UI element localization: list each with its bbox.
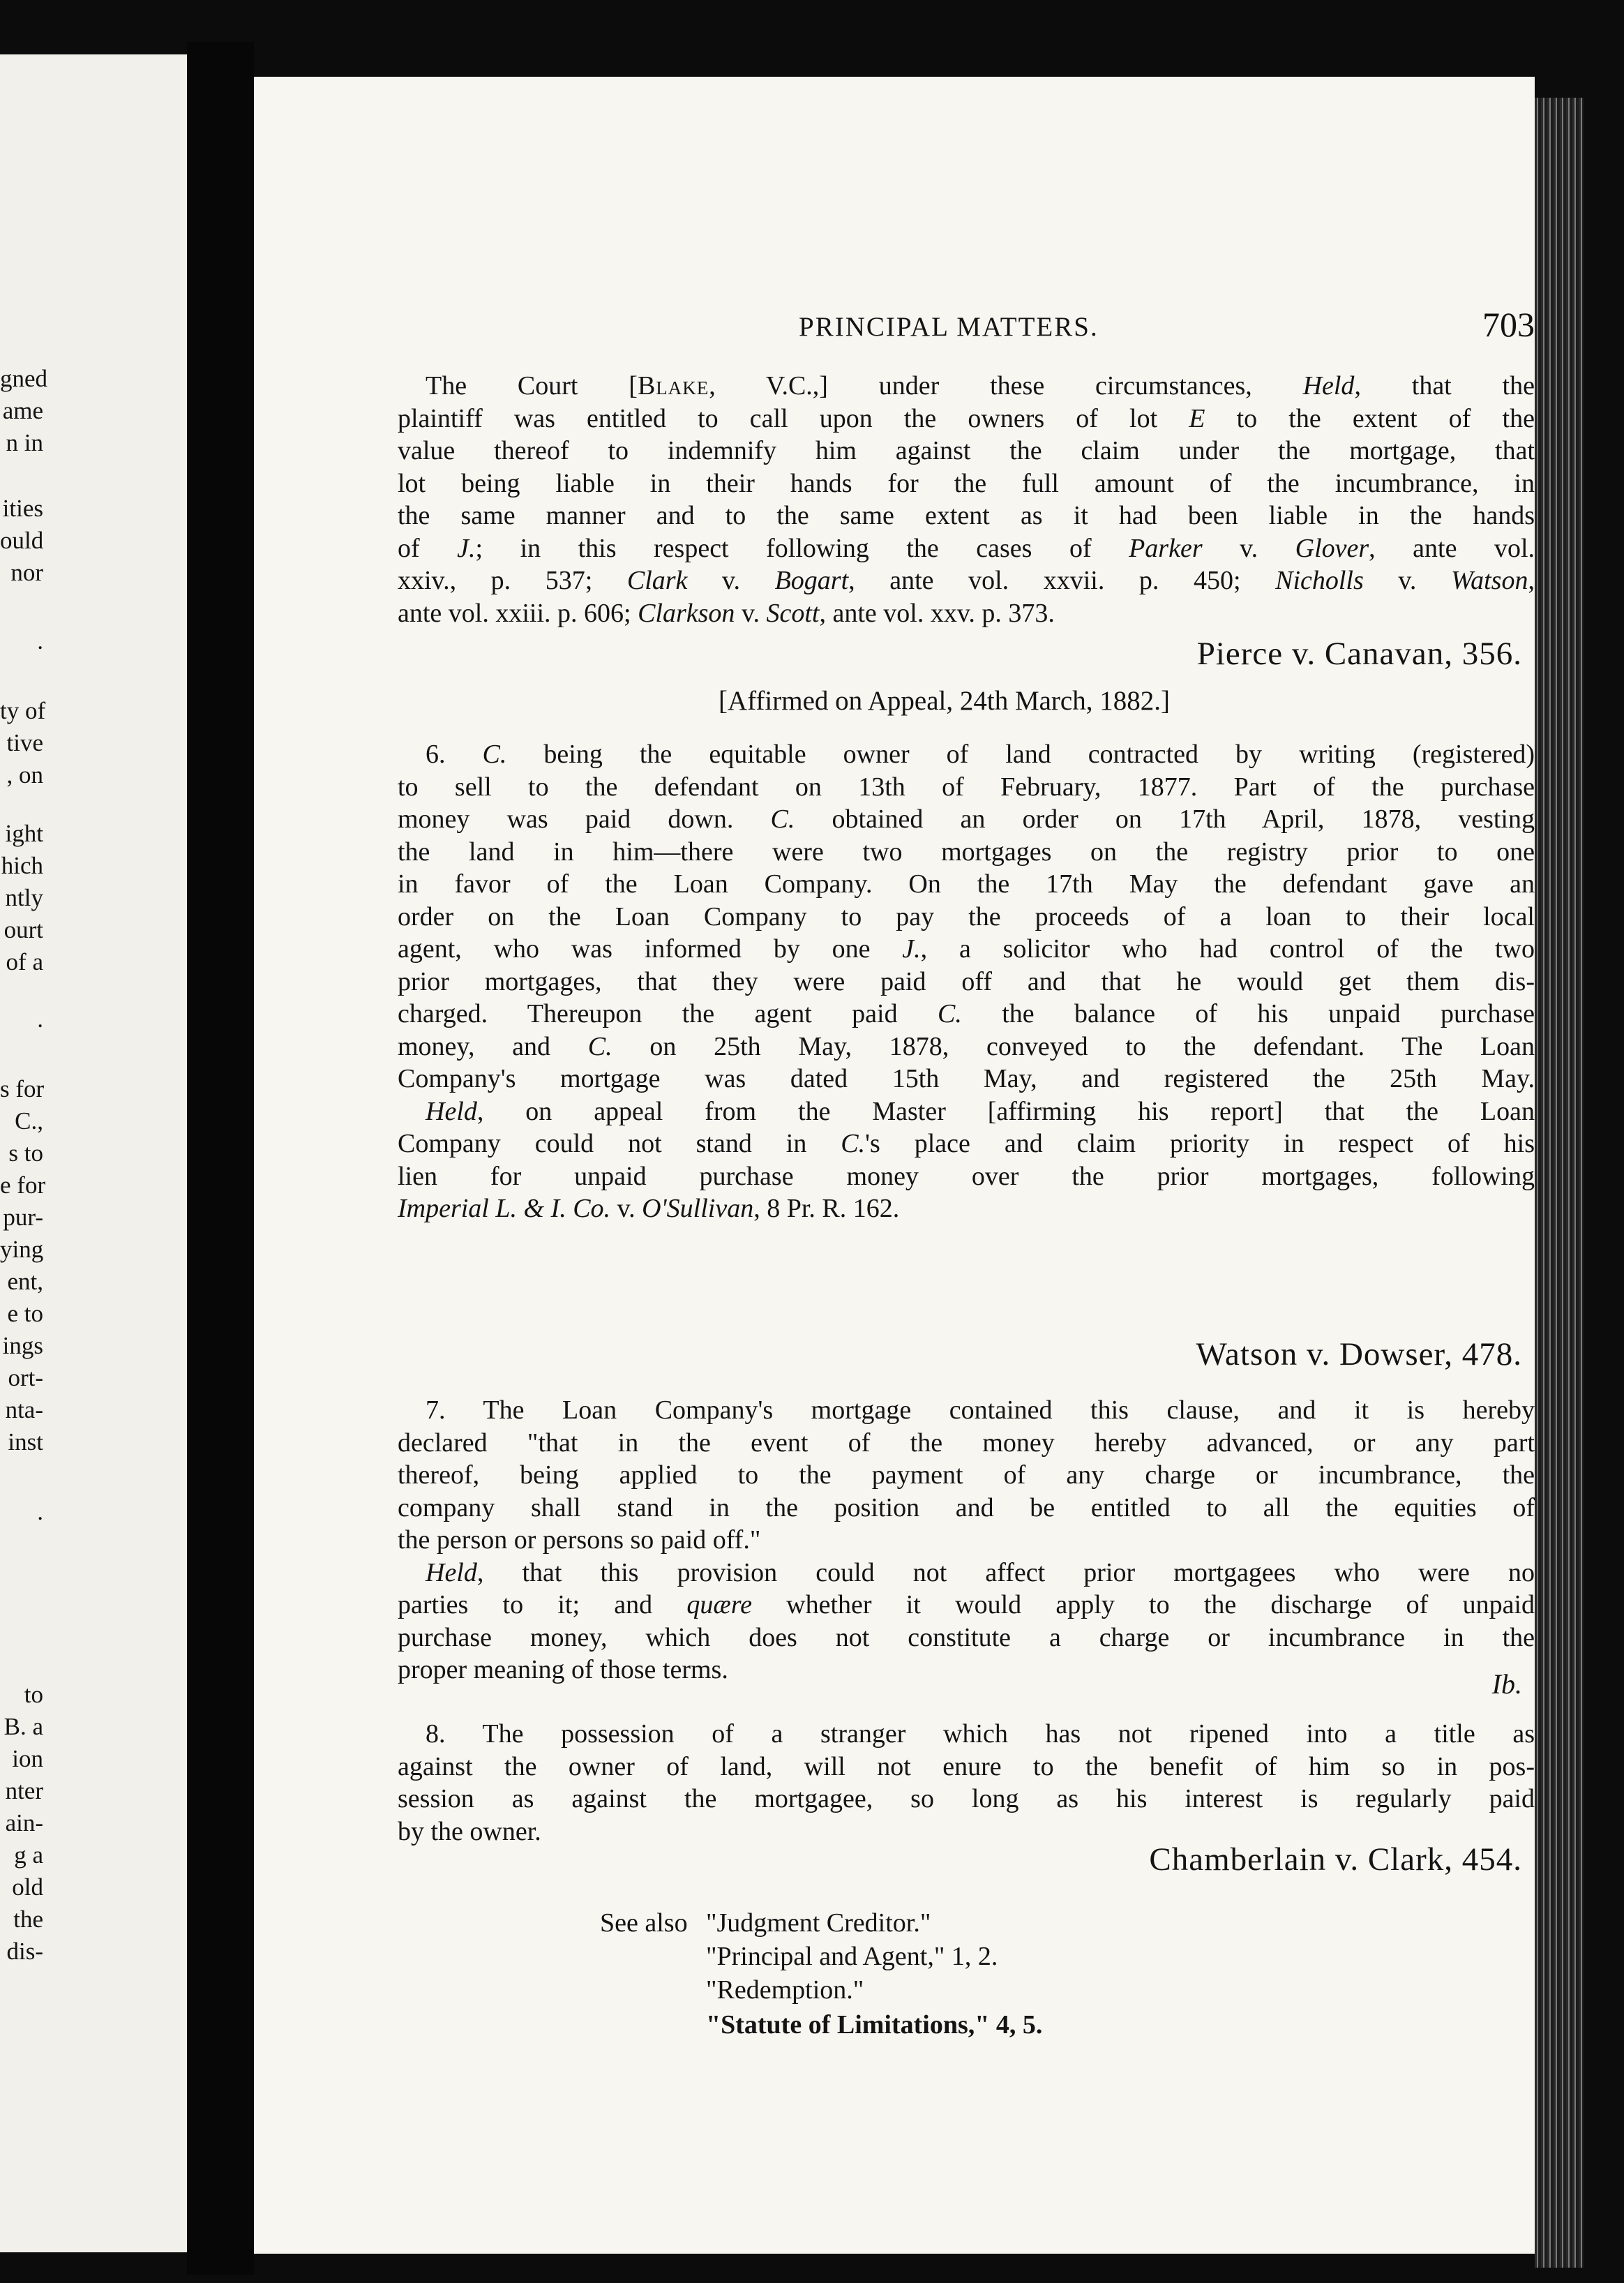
paragraph-8 xyxy=(398,1718,1535,1848)
text-line: 6. C. being the equitable owner of land contracted by writing (registered) xyxy=(426,740,1535,769)
text-line: Imperial L. & I. Co. v. O'Sullivan, 8 Pr. R. 162. xyxy=(398,1194,900,1223)
left-fragment: nter xyxy=(5,1777,43,1804)
left-facing-page xyxy=(0,54,187,2252)
left-fragment: ent, xyxy=(7,1268,43,1295)
text-line: in favor of the Loan Company. On the 17th May the defendant gave an xyxy=(398,869,1535,899)
paragraph-6 xyxy=(398,738,1535,1225)
case-citation: Watson v. Dowser, 478. xyxy=(1196,1336,1522,1372)
text-line: money was paid down. C. obtained an order on 17th April, 1878, vesting xyxy=(398,804,1535,834)
left-fragment: ame xyxy=(2,397,43,424)
text-line: lot being liable in their hands for the full amount of the incumbrance, in xyxy=(398,468,1535,498)
left-fragment: n in xyxy=(6,429,43,456)
see-also-ref: "Judgment Creditor." xyxy=(706,1908,931,1938)
text-line: the land in him—there were two mortgages on the registry prior to one xyxy=(398,837,1535,867)
see-also-ref: "Redemption." xyxy=(706,1975,864,2005)
text-line: lien for unpaid purchase money over the prior mortgages, following xyxy=(398,1161,1535,1191)
text-line: prior mortgages, that they were paid off and that he would get them dis- xyxy=(398,966,1535,996)
left-fragment: ty of xyxy=(0,697,46,724)
left-fragment: ities xyxy=(2,495,43,522)
text-line: declared "that in the event of the money hereby advanced, or any part xyxy=(398,1428,1535,1458)
left-fragment: of a xyxy=(6,948,43,975)
text-line: order on the Loan Company to pay the proceeds of a loan to their local xyxy=(398,901,1535,931)
left-fragment: . xyxy=(37,1005,43,1033)
text-line: Company's mortgage was dated 15th May, and registered the 25th May. xyxy=(398,1064,1535,1093)
left-fragment: pur- xyxy=(3,1204,43,1231)
left-fragment: ntly xyxy=(5,884,43,911)
text-line: thereof, being applied to the payment of any charge or incumbrance, the xyxy=(398,1460,1535,1490)
text-line: the person or persons so paid off." xyxy=(398,1525,761,1555)
left-fragment: ings xyxy=(2,1332,43,1359)
text-line: 8. The possession of a stranger which has not ripened into a title as xyxy=(426,1719,1535,1749)
left-fragment: e for xyxy=(0,1172,46,1199)
left-fragment: nor xyxy=(10,559,43,586)
left-fragment: gned xyxy=(0,365,48,392)
see-also-ref: "Statute of Limitations," 4, 5. xyxy=(706,2010,1043,2039)
running-title: PRINCIPAL MATTERS. xyxy=(799,312,1099,342)
text-line: money, and C. on 25th May, 1878, conveyed to the defendant. The Loan xyxy=(398,1031,1535,1061)
text-line: agent, who was informed by one J., a solicitor who had control of the two xyxy=(398,934,1535,964)
text-line: session as against the mortgagee, so long as his interest is regularly paid xyxy=(398,1784,1535,1813)
page-edges xyxy=(1535,98,1584,2268)
text-line: Held, that this provision could not affect prior mortgagees who were no xyxy=(426,1557,1535,1587)
left-fragment: hich xyxy=(1,852,43,879)
left-fragment: C., xyxy=(15,1107,43,1135)
text-line: company shall stand in the position and be entitled to all the equities of xyxy=(398,1492,1535,1522)
left-fragment: tive xyxy=(6,729,43,756)
text-line: of J.; in this respect following the cases of Parker v. Glover, ante vol. xyxy=(398,533,1535,563)
book-gutter xyxy=(187,42,254,2275)
page-number: 703 xyxy=(1482,305,1535,344)
case-citation: Pierce v. Canavan, 356. xyxy=(1196,636,1522,672)
text-line: by the owner. xyxy=(398,1816,541,1846)
text-line: proper meaning of those terms. xyxy=(398,1655,728,1684)
paragraph-7 xyxy=(398,1394,1535,1686)
text-line: Held, on appeal from the Master [affirming his report] that the Loan xyxy=(426,1096,1535,1126)
left-fragment: e to xyxy=(7,1300,43,1327)
left-fragment: s for xyxy=(0,1075,45,1102)
left-fragment: to xyxy=(24,1681,43,1708)
text-line: Company could not stand in C.'s place and claim priority in respect of his xyxy=(398,1129,1535,1158)
left-fragment: . xyxy=(37,1498,43,1525)
left-fragment: inst xyxy=(8,1428,43,1455)
left-fragment: nta- xyxy=(5,1396,43,1423)
see-also-label: See also xyxy=(600,1908,688,1938)
text-line: charged. Thereupon the agent paid C. the balance of his unpaid purchase xyxy=(398,999,1535,1028)
left-fragment: ying xyxy=(0,1236,44,1263)
text-line: the same manner and to the same extent as it had been liable in the hands xyxy=(398,501,1535,530)
left-fragment: dis- xyxy=(6,1938,43,1965)
text-line: 7. The Loan Company's mortgage contained this clause, and it is hereby xyxy=(426,1395,1535,1425)
left-fragment: . xyxy=(37,627,43,654)
affirmed-note: [Affirmed on Appeal, 24th March, 1882.] xyxy=(719,686,1170,716)
left-fragment: old xyxy=(12,1873,43,1901)
left-fragment: the xyxy=(13,1906,43,1933)
text-line: xxiv., p. 537; Clark v. Bogart, ante vol. xxvii. p. 450; Nicholls v. Watson, xyxy=(398,566,1535,595)
left-fragment: ion xyxy=(12,1745,43,1772)
text-block xyxy=(398,77,1535,2254)
left-fragment: ight xyxy=(5,820,43,847)
text-line: plaintiff was entitled to call upon the owners of lot E to the extent of the xyxy=(398,403,1535,433)
left-fragment: , on xyxy=(6,761,43,788)
left-fragment: ould xyxy=(0,527,44,554)
main-page xyxy=(254,77,1535,2254)
intro-paragraph xyxy=(398,370,1535,629)
case-citation: Chamberlain v. Clark, 454. xyxy=(1149,1841,1522,1878)
text-line: against the owner of land, will not enure to the benefit of him so in pos- xyxy=(398,1751,1535,1781)
page-header xyxy=(398,304,1535,353)
text-line: value thereof to indemnify him against the claim under the mortgage, that xyxy=(398,436,1535,465)
text-line: ante vol. xxiii. p. 606; Clarkson v. Scott, ante vol. xxv. p. 373. xyxy=(398,598,1055,628)
left-fragment: ort- xyxy=(8,1364,43,1391)
left-fragment: ain- xyxy=(5,1809,43,1836)
text-line: parties to it; and quære whether it would apply to the discharge of unpaid xyxy=(398,1590,1535,1619)
left-fragment: g a xyxy=(14,1841,43,1869)
left-fragment: B. a xyxy=(3,1713,43,1740)
see-also-ref: "Principal and Agent," 1, 2. xyxy=(706,1942,998,1971)
text-line: to sell to the defendant on 13th of February, 1877. Part of the purchase xyxy=(398,772,1535,802)
left-fragment: ourt xyxy=(3,916,43,943)
ibid-citation: Ib. xyxy=(1491,1668,1522,1700)
left-fragment: s to xyxy=(8,1139,43,1167)
text-line: The Court [Blake, V.C.,] under these circumstances, Held, that the xyxy=(426,371,1535,401)
text-line: purchase money, which does not constitute a charge or incumbrance in the xyxy=(398,1622,1535,1652)
